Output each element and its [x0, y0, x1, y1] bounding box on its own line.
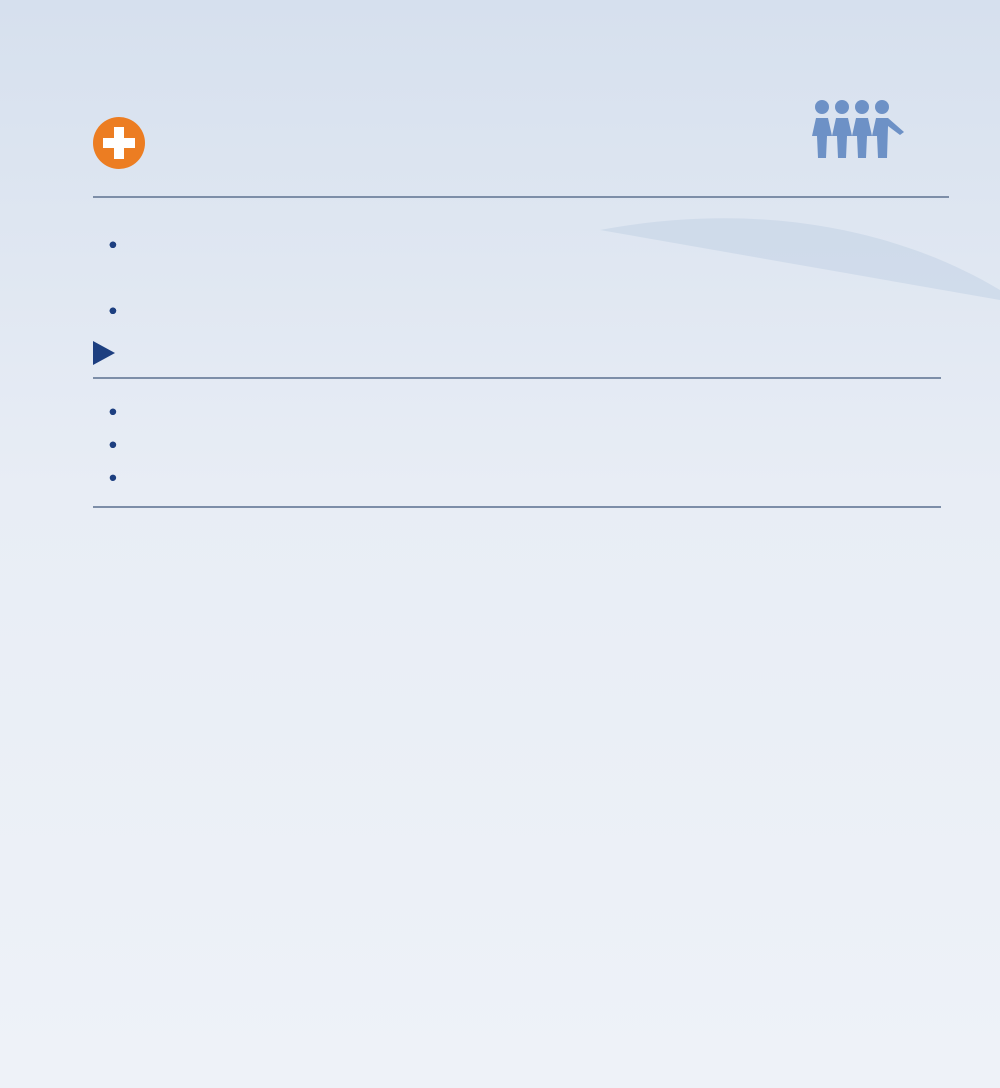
left-ruler: [0, 0, 80, 1088]
list-item: [109, 395, 953, 428]
list-item: [109, 228, 953, 294]
subtitle: [93, 180, 949, 198]
list-item: [109, 294, 953, 327]
list-item: [109, 428, 953, 461]
arrow-right-icon: [93, 341, 115, 365]
doc-card: [93, 108, 953, 522]
family-group-icon: [808, 98, 908, 158]
section3-list: [93, 228, 953, 327]
section-valutazione: [93, 228, 953, 365]
divider: [93, 377, 941, 379]
divider: [93, 506, 941, 508]
orange-cross-icon: [93, 117, 145, 169]
note-sexual-violence: [93, 341, 953, 365]
header-logo: [93, 108, 953, 178]
top-ruler: [0, 0, 1000, 80]
section-ulteriori-misure: [93, 395, 953, 494]
list-item: [109, 461, 953, 494]
section4-list: [93, 395, 953, 494]
